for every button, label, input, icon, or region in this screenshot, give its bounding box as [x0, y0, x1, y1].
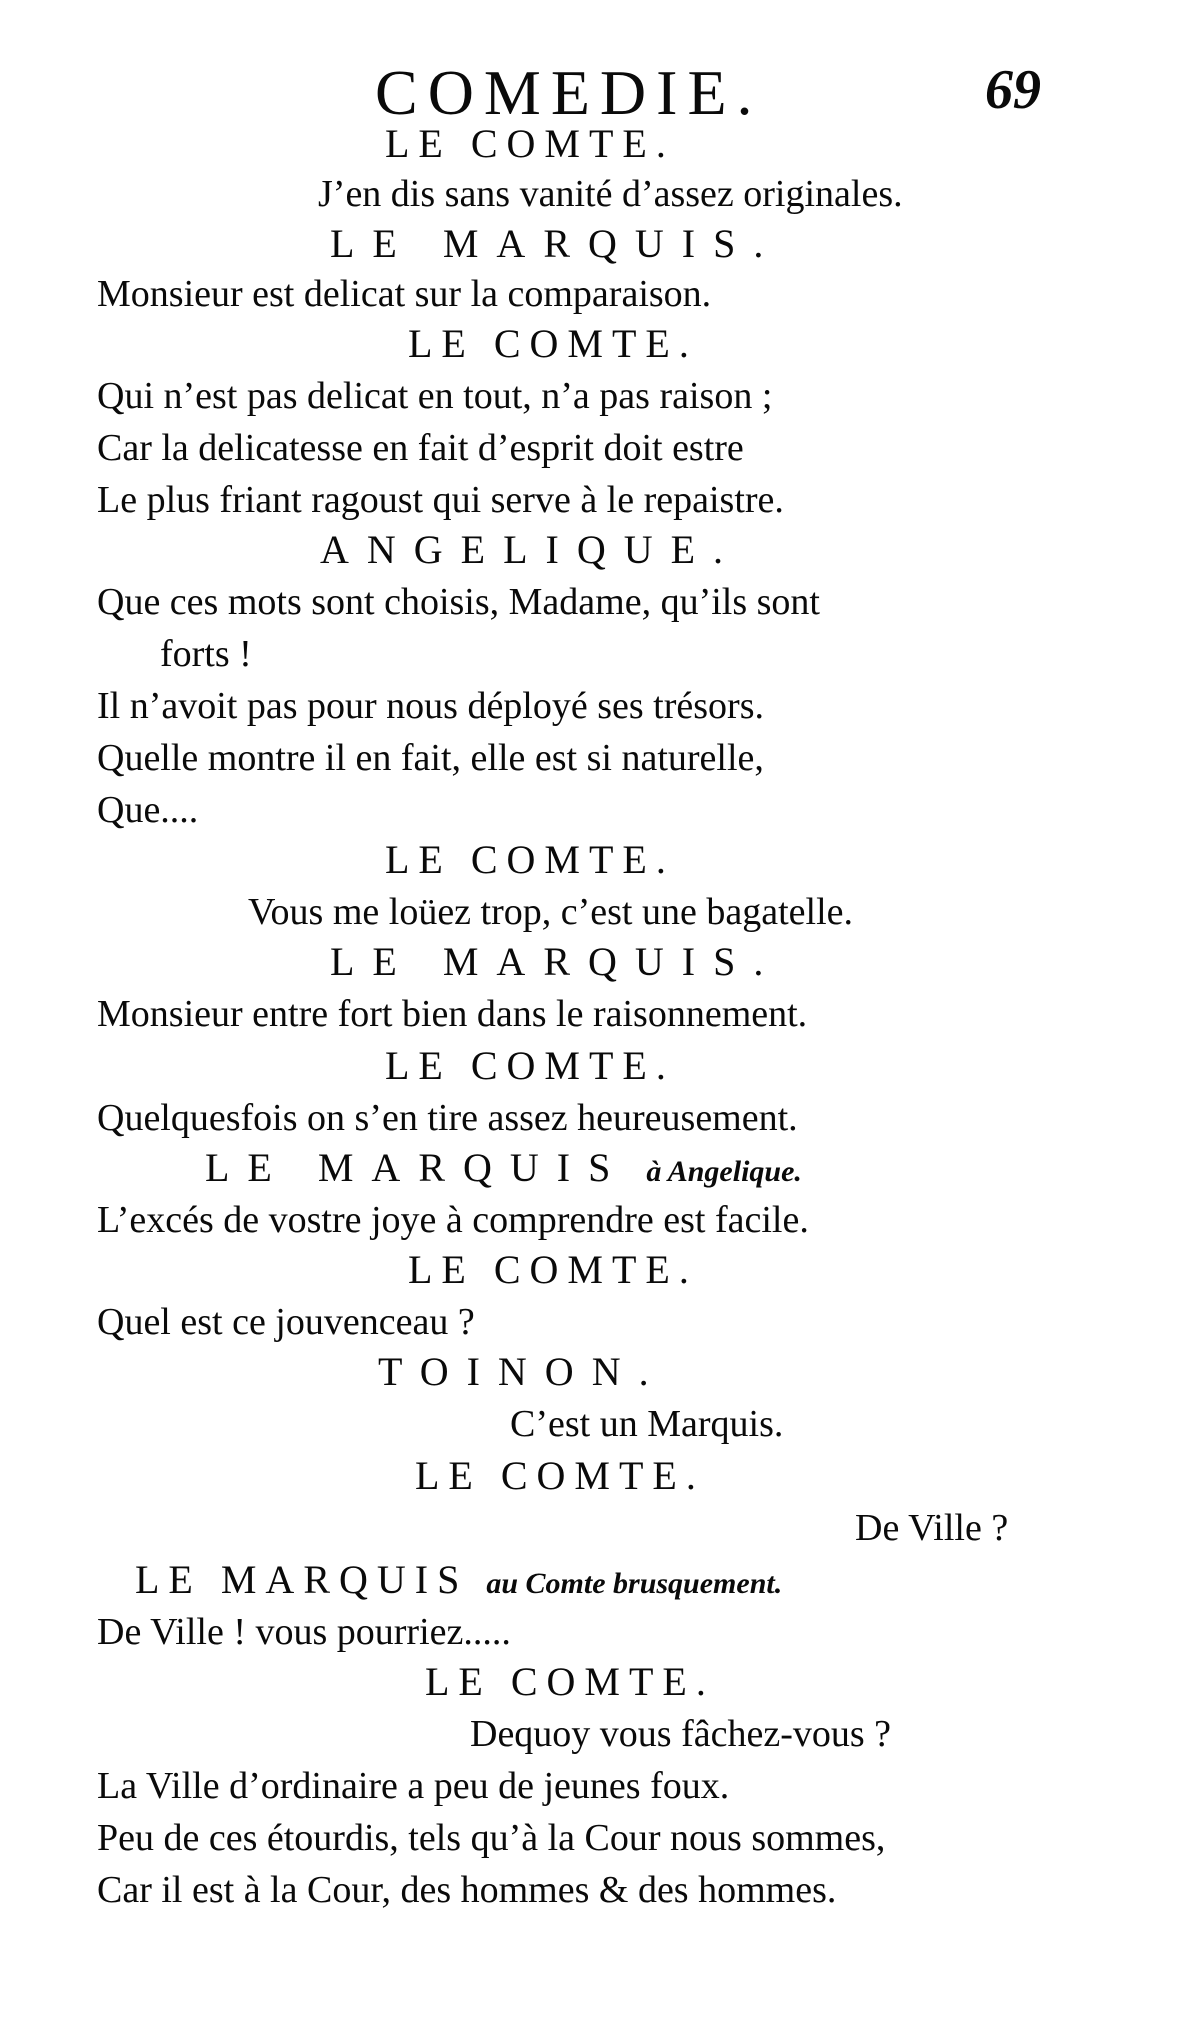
verse-line: De Ville ? [855, 1507, 1009, 1549]
verse-line: Monsieur entre fort bien dans le raisonnement. [97, 993, 808, 1035]
verse-line: Quelle montre il en fait, elle est si naturelle, [97, 737, 764, 779]
speaker-heading: LE MARQUIS. [330, 939, 782, 984]
speaker-heading: LE COMTE. [408, 321, 698, 366]
speaker-heading: LE COMTE. [415, 1453, 705, 1498]
verse-line: Quel est ce jouvenceau ? [97, 1301, 475, 1343]
speaker-heading: TOINON. [378, 1349, 667, 1394]
verse-line: Car la delicatesse en fait d’esprit doit estre [97, 427, 744, 469]
verse-line: Monsieur est delicat sur la comparaison. [97, 273, 712, 315]
speaker-heading: LE COMTE. [385, 121, 675, 166]
verse-line: J’en dis sans vanité d’assez originales. [318, 173, 903, 215]
verse-line: Le plus friant ragoust qui serve à le repaistre. [97, 479, 784, 521]
verse-line: L’excés de vostre joye à comprendre est facile. [97, 1199, 809, 1241]
verse-line: Vous me loüez trop, c’est une bagatelle. [248, 891, 853, 933]
stage-direction: au Comte brusquement. [486, 1567, 783, 1600]
speaker-heading: LE COMTE. [385, 1043, 675, 1088]
verse-line: La Ville d’ordinaire a peu de jeunes foux. [97, 1765, 730, 1807]
verse-line: Qui n’est pas delicat en tout, n’a pas raison ; [97, 375, 773, 417]
speaker-heading: LE COMTE. [385, 837, 675, 882]
stage-direction: à Angelique. [646, 1155, 802, 1188]
verse-line: De Ville ! vous pourriez..... [97, 1611, 511, 1653]
verse-line: forts ! [160, 633, 252, 675]
verse-line: Que.... [97, 789, 199, 831]
page-number: 69 [985, 59, 1041, 121]
verse-line: Car il est à la Cour, des hommes & des hommes. [97, 1869, 837, 1911]
speaker-heading: LE MARQUIS à Angelique. [205, 1145, 802, 1190]
running-title: COMEDIE. [375, 57, 763, 128]
speaker-heading: ANGELIQUE. [320, 527, 742, 572]
verse-line: Quelquesfois on s’en tire assez heureusement. [97, 1097, 798, 1139]
speaker-heading: LE MARQUIS. [330, 221, 782, 266]
verse-line: C’est un Marquis. [510, 1403, 784, 1445]
speaker-heading: LE COMTE. [408, 1247, 698, 1292]
verse-line: Que ces mots sont choisis, Madame, qu’ils sont [97, 581, 820, 623]
verse-line: Il n’avoit pas pour nous déployé ses trésors. [97, 685, 764, 727]
verse-line: Dequoy vous fâchez-vous ? [470, 1713, 892, 1755]
verse-line: Peu de ces étourdis, tels qu’à la Cour nous sommes, [97, 1817, 886, 1859]
speaker-heading: LE COMTE. [425, 1659, 715, 1704]
speaker-heading: LE MARQUIS au Comte brusquement. [135, 1557, 783, 1602]
